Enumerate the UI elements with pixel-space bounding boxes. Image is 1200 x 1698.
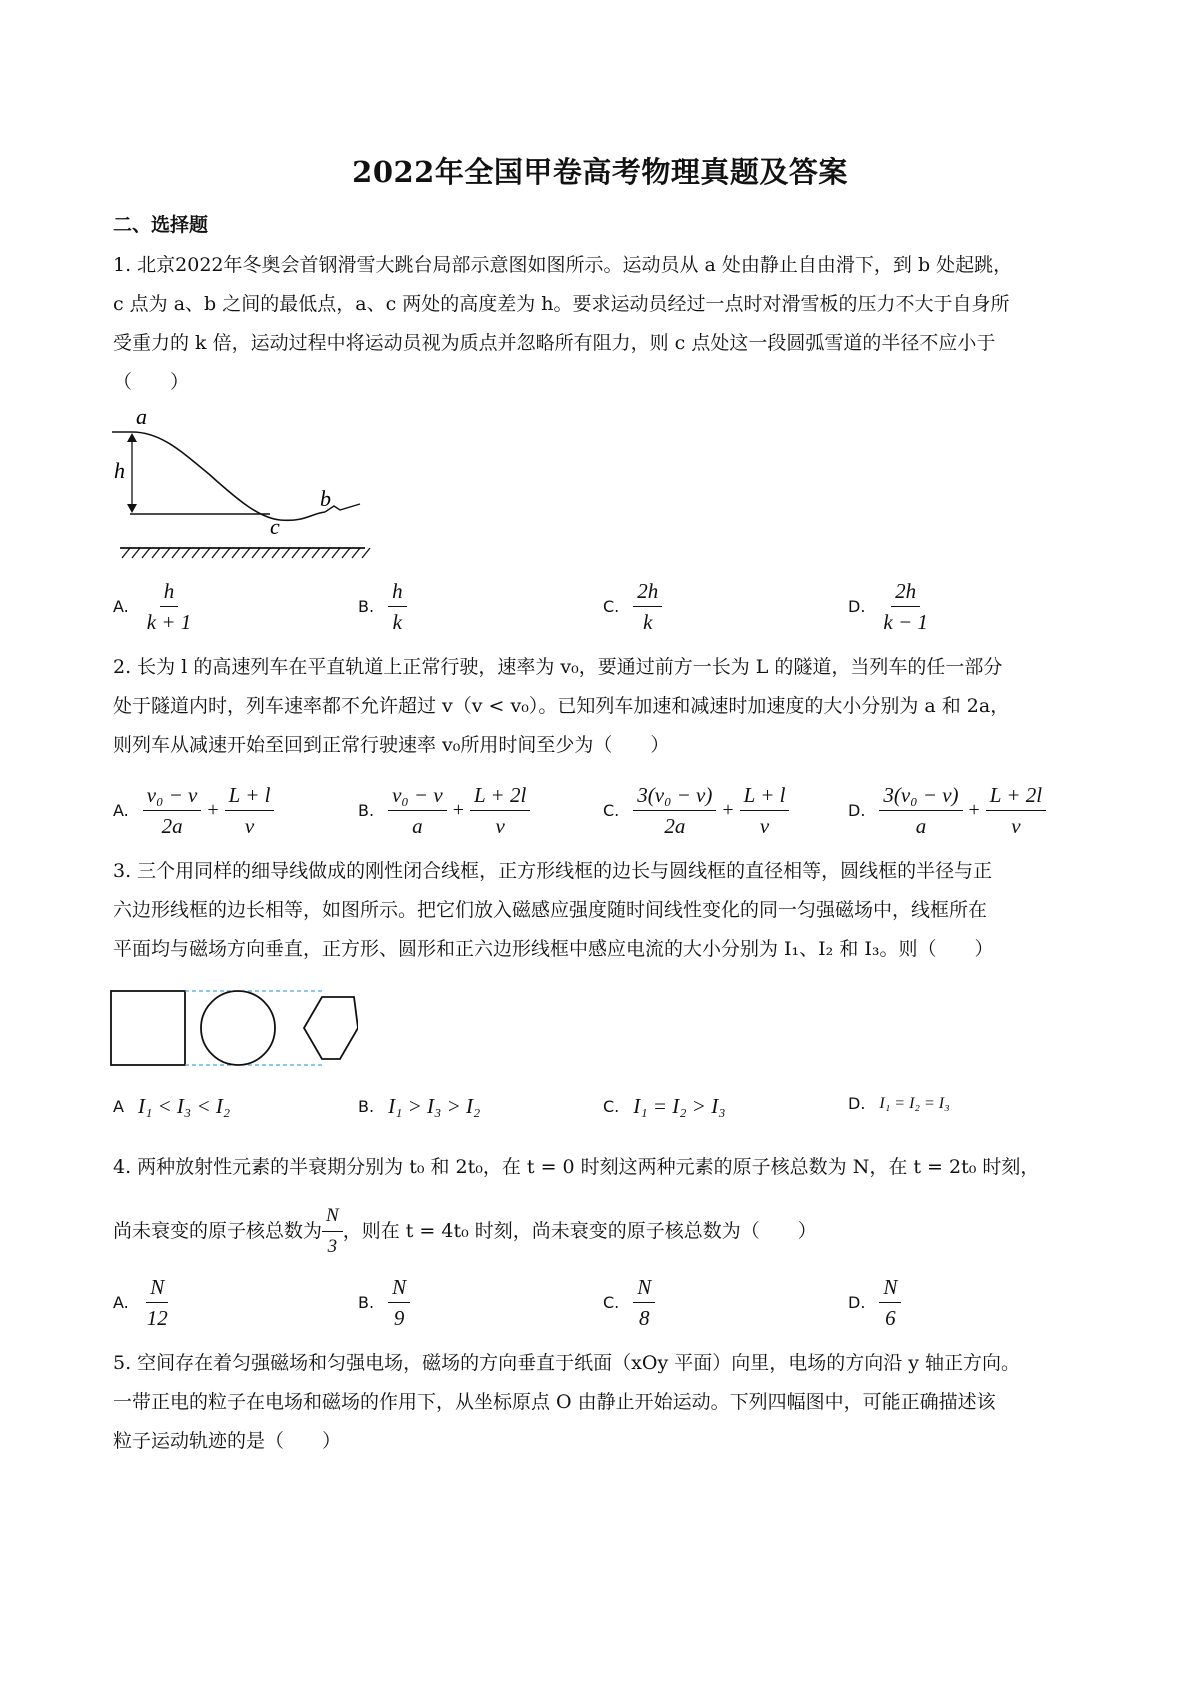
q3-option-d[interactable] bbox=[848, 1094, 950, 1113]
fraction bbox=[322, 1203, 343, 1260]
hatch-mark bbox=[162, 548, 170, 558]
hatch-mark bbox=[242, 548, 250, 558]
inequality: I₁ = I₂ = I₃ bbox=[879, 1094, 950, 1112]
hatch-mark bbox=[152, 548, 160, 558]
hatch-mark bbox=[322, 548, 330, 558]
q4-line-2-post: ，则在 t = 4t₀ 时刻，尚未衰变的原子核总数为（ ） bbox=[342, 1220, 817, 1242]
q4-options bbox=[113, 1274, 1093, 1334]
numerator: L + 2l bbox=[470, 782, 530, 811]
fraction bbox=[225, 782, 275, 839]
q1-option-c[interactable] bbox=[603, 578, 662, 635]
hatch-mark bbox=[182, 548, 190, 558]
hatch-mark bbox=[222, 548, 230, 558]
q1-line: 1. 北京2022年冬奥会首钢滑雪大跳台局部示意图如图所示。运动员从 a 处由静止自由滑下，到 b 处起跳， bbox=[113, 254, 1013, 276]
numerator: v₀ − v bbox=[388, 782, 447, 811]
option-label: A. bbox=[113, 1293, 129, 1312]
question-2-text bbox=[113, 648, 1103, 765]
q3-option-b[interactable] bbox=[358, 1094, 480, 1119]
hexagon-frame bbox=[304, 997, 358, 1059]
denominator: 6 bbox=[885, 1306, 896, 1330]
fraction bbox=[740, 782, 790, 839]
fraction bbox=[143, 578, 196, 635]
option-label: D. bbox=[848, 1293, 866, 1312]
hatch-mark bbox=[132, 548, 140, 558]
hatch-mark bbox=[202, 548, 210, 558]
q4-line-2 bbox=[113, 1203, 1103, 1260]
q2-line: 处于隧道内时，列车速率都不允许超过 v（v < v₀）。已知列车加速和减速时加速度的大小分别为 a 和 2a， bbox=[113, 695, 1010, 717]
q5-line: 一带正电的粒子在电场和磁场的作用下，从坐标原点 O 由静止开始运动。下列四幅图中，可能正确描述该 bbox=[113, 1391, 996, 1413]
q5-line: 5. 空间存在着匀强磁场和匀强电场，磁场的方向垂直于纸面（xOy 平面）向里，电场的方向沿 y 轴正方向。 bbox=[113, 1352, 1021, 1374]
q4-option-a[interactable] bbox=[113, 1274, 172, 1331]
q3-option-a[interactable] bbox=[113, 1094, 230, 1119]
denominator: 12 bbox=[146, 1306, 168, 1330]
numerator: 3(v₀ − v) bbox=[633, 782, 716, 811]
numerator: L + 2l bbox=[986, 782, 1046, 811]
q1-option-b[interactable] bbox=[358, 578, 407, 635]
option-label: B. bbox=[358, 1293, 375, 1312]
q3-option-c[interactable] bbox=[603, 1094, 726, 1119]
fraction bbox=[143, 1274, 172, 1331]
numerator: 2h bbox=[633, 578, 662, 607]
option-label: A. bbox=[113, 597, 129, 616]
option-label: C. bbox=[603, 801, 620, 820]
q4-option-d[interactable] bbox=[848, 1274, 901, 1331]
denominator: 2a bbox=[664, 814, 686, 838]
option-label: D. bbox=[848, 597, 866, 616]
q4-line: 4. 两种放射性元素的半衰期分别为 t₀ 和 2t₀，在 t = 0 时刻这两种元素的原子核总数为 N，在 t = 2t₀ 时刻， bbox=[113, 1156, 1040, 1178]
fraction bbox=[143, 782, 202, 839]
hatch-mark bbox=[212, 548, 220, 558]
hatch-mark bbox=[142, 548, 150, 558]
plus-sign: + bbox=[722, 799, 734, 821]
inequality: I₁ = I₂ > I₃ bbox=[633, 1094, 726, 1118]
plus-sign: + bbox=[452, 799, 464, 821]
fraction bbox=[388, 782, 447, 839]
option-label: D. bbox=[848, 801, 866, 820]
hatch-mark bbox=[362, 548, 370, 558]
q2-option-c[interactable] bbox=[603, 782, 789, 839]
numerator: 2h bbox=[891, 578, 920, 607]
denominator: a bbox=[412, 814, 423, 838]
plus-sign: + bbox=[968, 799, 980, 821]
inequality: I₁ > I₃ > I₂ bbox=[388, 1094, 481, 1118]
q2-line: 2. 长为 l 的高速列车在平直轨道上正常行驶，速率为 v₀，要通过前方一长为 L 的隧道，当列车的任一部分 bbox=[113, 656, 1003, 678]
numerator: L + l bbox=[740, 782, 790, 811]
fraction bbox=[986, 782, 1046, 839]
q1-option-a[interactable] bbox=[113, 578, 195, 635]
fraction bbox=[879, 1274, 901, 1331]
ski-jump-figure bbox=[110, 410, 380, 560]
section-heading: 二、选择题 bbox=[113, 214, 209, 236]
q5-line: 粒子运动轨迹的是（ ） bbox=[113, 1430, 342, 1452]
wire-frames-figure bbox=[108, 988, 358, 1070]
label-b: b bbox=[320, 486, 331, 511]
q3-line: 六边形线框的边长相等，如图所示。把它们放入磁感应强度随时间线性变化的同一匀强磁场中，线框所在 bbox=[113, 899, 988, 921]
q3-line: 平面均与磁场方向垂直，正方形、圆形和正六边形线框中感应电流的大小分别为 I₁、I₂ 和 I₃。则（ ） bbox=[113, 938, 994, 960]
q4-option-b[interactable] bbox=[358, 1274, 410, 1331]
denominator: v bbox=[1011, 814, 1021, 838]
inequality: I₁ < I₃ < I₂ bbox=[137, 1094, 231, 1118]
denominator: v bbox=[244, 814, 255, 838]
hatch-mark bbox=[252, 548, 260, 558]
denominator: 8 bbox=[639, 1306, 650, 1330]
option-label: C. bbox=[603, 1293, 620, 1312]
numerator: 3(v₀ − v) bbox=[879, 782, 962, 811]
hatch-mark bbox=[292, 548, 300, 558]
q2-options bbox=[113, 782, 1093, 844]
hatch-mark bbox=[172, 548, 180, 558]
option-label: C. bbox=[603, 1097, 620, 1116]
denominator: 9 bbox=[393, 1306, 405, 1330]
fraction bbox=[633, 782, 716, 839]
label-a: a bbox=[136, 410, 147, 429]
q1-option-d[interactable] bbox=[848, 578, 932, 635]
denominator: v bbox=[495, 814, 505, 838]
numerator: N bbox=[879, 1274, 901, 1303]
hatch-mark bbox=[352, 548, 360, 558]
arrow-down-icon bbox=[127, 504, 137, 513]
arrow-up-icon bbox=[127, 433, 137, 442]
q4-line-2-pre: 尚未衰变的原子核总数为 bbox=[113, 1220, 323, 1242]
q1-line: （ ） bbox=[113, 371, 190, 393]
q2-line: 则列车从减速开始至回到正常行驶速率 v₀所用时间至少为（ ） bbox=[113, 734, 670, 756]
numerator: N bbox=[633, 1274, 655, 1303]
denominator: k − 1 bbox=[883, 610, 928, 634]
ground-hatching bbox=[122, 548, 370, 558]
q3-line: 3. 三个用同样的细导线做成的刚性闭合线框，正方形线框的边长与圆线框的直径相等，圆线框的半径与正 bbox=[113, 860, 993, 882]
q3-options bbox=[113, 1090, 1093, 1126]
option-label: C. bbox=[603, 597, 620, 616]
option-label: B. bbox=[358, 1097, 375, 1116]
fraction bbox=[633, 578, 662, 635]
denominator: a bbox=[915, 814, 927, 838]
hatch-mark bbox=[342, 548, 350, 558]
numerator: L + l bbox=[225, 782, 275, 811]
option-label: B. bbox=[358, 801, 375, 820]
q1-line: c 点为 a、b 之间的最低点，a、c 两处的高度差为 h。要求运动员经过一点时对滑雪板的压力不大于自身所 bbox=[113, 293, 1010, 315]
numerator: N bbox=[388, 1274, 410, 1303]
denominator: k bbox=[643, 610, 653, 634]
hatch-mark bbox=[192, 548, 200, 558]
circle-frame bbox=[201, 991, 275, 1065]
numerator: N bbox=[146, 1274, 168, 1303]
q1-line: 受重力的 k 倍，运动过程中将运动员视为质点并忽略所有阻力，则 c 点处这一段圆弧雪道的半径不应小于 bbox=[113, 332, 996, 354]
denominator: k + 1 bbox=[146, 610, 192, 634]
numerator: N bbox=[322, 1203, 343, 1232]
question-5-text bbox=[113, 1344, 1103, 1461]
q2-option-a[interactable] bbox=[113, 782, 274, 839]
fraction bbox=[470, 782, 530, 839]
option-label: A. bbox=[113, 801, 129, 820]
hatch-mark bbox=[232, 548, 240, 558]
plus-sign: + bbox=[207, 799, 219, 821]
option-label: A bbox=[113, 1097, 124, 1116]
hatch-mark bbox=[122, 548, 130, 558]
hatch-mark bbox=[312, 548, 320, 558]
q1-options bbox=[113, 578, 1093, 638]
hatch-mark bbox=[272, 548, 280, 558]
page-title: 2022年全国甲卷高考物理真题及答案 bbox=[352, 155, 848, 189]
fraction bbox=[879, 782, 962, 839]
denominator: 3 bbox=[327, 1236, 338, 1257]
question-4-text bbox=[113, 1148, 1103, 1260]
q2-option-b[interactable] bbox=[358, 782, 530, 839]
numerator: v₀ − v bbox=[143, 782, 202, 811]
hatch-mark bbox=[332, 548, 340, 558]
hatch-mark bbox=[282, 548, 290, 558]
hatch-mark bbox=[262, 548, 270, 558]
fraction bbox=[388, 578, 407, 635]
denominator: v bbox=[759, 814, 770, 838]
option-label: B. bbox=[358, 597, 375, 616]
fraction bbox=[879, 578, 932, 635]
numerator: h bbox=[160, 578, 179, 607]
denominator: 2a bbox=[161, 814, 183, 838]
fraction bbox=[388, 1274, 410, 1331]
slope-curve bbox=[132, 432, 325, 520]
option-label: D. bbox=[848, 1094, 866, 1113]
fraction bbox=[633, 1274, 655, 1331]
denominator: k bbox=[392, 610, 402, 634]
q2-option-d[interactable] bbox=[848, 782, 1046, 839]
square-frame bbox=[111, 991, 185, 1065]
label-c: c bbox=[270, 514, 280, 539]
numerator: h bbox=[388, 578, 407, 607]
hatch-mark bbox=[302, 548, 310, 558]
question-1-text bbox=[113, 246, 1103, 402]
question-3-text bbox=[113, 852, 1103, 969]
q4-option-c[interactable] bbox=[603, 1274, 655, 1331]
label-h: h bbox=[114, 458, 125, 483]
